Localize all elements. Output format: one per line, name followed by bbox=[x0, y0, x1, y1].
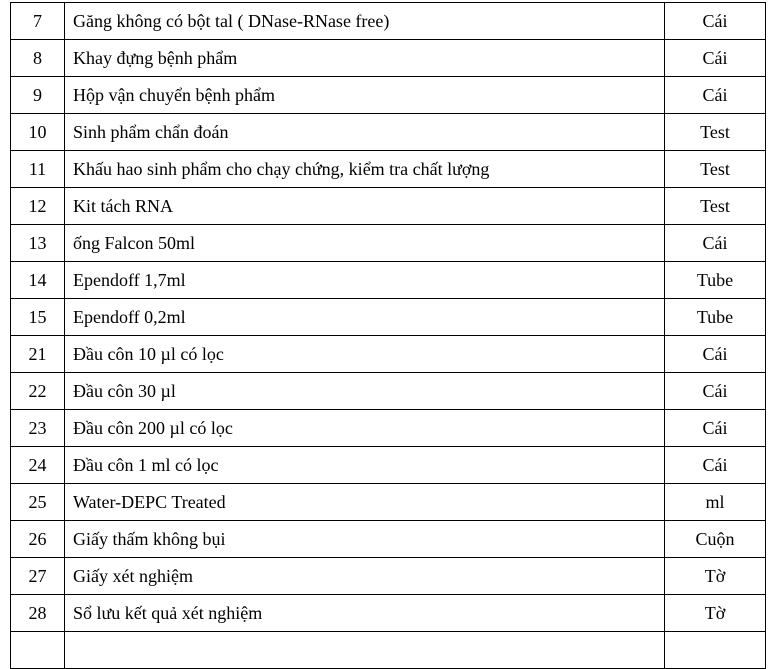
table-row bbox=[11, 77, 766, 114]
table-row bbox=[11, 484, 766, 521]
item-name: Giấy thấm không bụi bbox=[65, 521, 665, 558]
table-row bbox=[11, 373, 766, 410]
item-unit: Cái bbox=[665, 447, 766, 484]
item-name: ống Falcon 50ml bbox=[65, 225, 665, 262]
item-unit: ml bbox=[665, 484, 766, 521]
table-row bbox=[11, 225, 766, 262]
item-name: Sổ lưu kết quả xét nghiệm bbox=[65, 595, 665, 632]
item-unit: Tube bbox=[665, 299, 766, 336]
row-number: 26 bbox=[11, 521, 65, 558]
row-number: 12 bbox=[11, 188, 65, 225]
row-number: 8 bbox=[11, 40, 65, 77]
row-number: 13 bbox=[11, 225, 65, 262]
item-unit bbox=[665, 632, 766, 669]
item-name: Ependoff 0,2ml bbox=[65, 299, 665, 336]
item-name: Găng không có bột tal ( DNase-RNase free) bbox=[65, 3, 665, 40]
item-name: Kit tách RNA bbox=[65, 188, 665, 225]
row-number: 22 bbox=[11, 373, 65, 410]
item-name bbox=[65, 632, 665, 669]
table-row bbox=[11, 558, 766, 595]
supplies-table bbox=[10, 2, 766, 669]
item-name: Giấy xét nghiệm bbox=[65, 558, 665, 595]
table-row bbox=[11, 40, 766, 77]
item-unit: Tube bbox=[665, 262, 766, 299]
item-unit: Test bbox=[665, 151, 766, 188]
item-unit: Cái bbox=[665, 77, 766, 114]
item-name: Khay đựng bệnh phẩm bbox=[65, 40, 665, 77]
table-row bbox=[11, 595, 766, 632]
row-number: 27 bbox=[11, 558, 65, 595]
item-unit: Cái bbox=[665, 336, 766, 373]
row-number: 14 bbox=[11, 262, 65, 299]
table-row-partial bbox=[11, 632, 766, 669]
item-name: Đầu côn 30 µl bbox=[65, 373, 665, 410]
row-number bbox=[11, 632, 65, 669]
item-name: Đầu côn 10 µl có lọc bbox=[65, 336, 665, 373]
row-number: 23 bbox=[11, 410, 65, 447]
table-row bbox=[11, 410, 766, 447]
table-row bbox=[11, 521, 766, 558]
item-name: Sinh phẩm chẩn đoán bbox=[65, 114, 665, 151]
row-number: 7 bbox=[11, 3, 65, 40]
item-name: Đầu côn 1 ml có lọc bbox=[65, 447, 665, 484]
item-unit: Cái bbox=[665, 3, 766, 40]
item-unit: Cái bbox=[665, 373, 766, 410]
item-unit: Test bbox=[665, 114, 766, 151]
item-name: Đầu côn 200 µl có lọc bbox=[65, 410, 665, 447]
row-number: 21 bbox=[11, 336, 65, 373]
row-number: 24 bbox=[11, 447, 65, 484]
table-row bbox=[11, 336, 766, 373]
row-number: 11 bbox=[11, 151, 65, 188]
table-row bbox=[11, 447, 766, 484]
row-number: 15 bbox=[11, 299, 65, 336]
table-row bbox=[11, 114, 766, 151]
item-unit: Tờ bbox=[665, 595, 766, 632]
item-unit: Cái bbox=[665, 410, 766, 447]
item-unit: Cái bbox=[665, 40, 766, 77]
row-number: 9 bbox=[11, 77, 65, 114]
supplies-table-body bbox=[11, 3, 766, 669]
item-name: Water-DEPC Treated bbox=[65, 484, 665, 521]
item-unit: Test bbox=[665, 188, 766, 225]
table-row bbox=[11, 262, 766, 299]
table-row bbox=[11, 151, 766, 188]
item-unit: Cuộn bbox=[665, 521, 766, 558]
row-number: 25 bbox=[11, 484, 65, 521]
item-name: Hộp vận chuyển bệnh phẩm bbox=[65, 77, 665, 114]
item-unit: Cái bbox=[665, 225, 766, 262]
row-number: 28 bbox=[11, 595, 65, 632]
item-name: Khấu hao sinh phẩm cho chạy chứng, kiểm tra chất lượng bbox=[65, 151, 665, 188]
table-row bbox=[11, 188, 766, 225]
item-name: Ependoff 1,7ml bbox=[65, 262, 665, 299]
table-row bbox=[11, 299, 766, 336]
table-row bbox=[11, 3, 766, 40]
row-number: 10 bbox=[11, 114, 65, 151]
item-unit: Tờ bbox=[665, 558, 766, 595]
